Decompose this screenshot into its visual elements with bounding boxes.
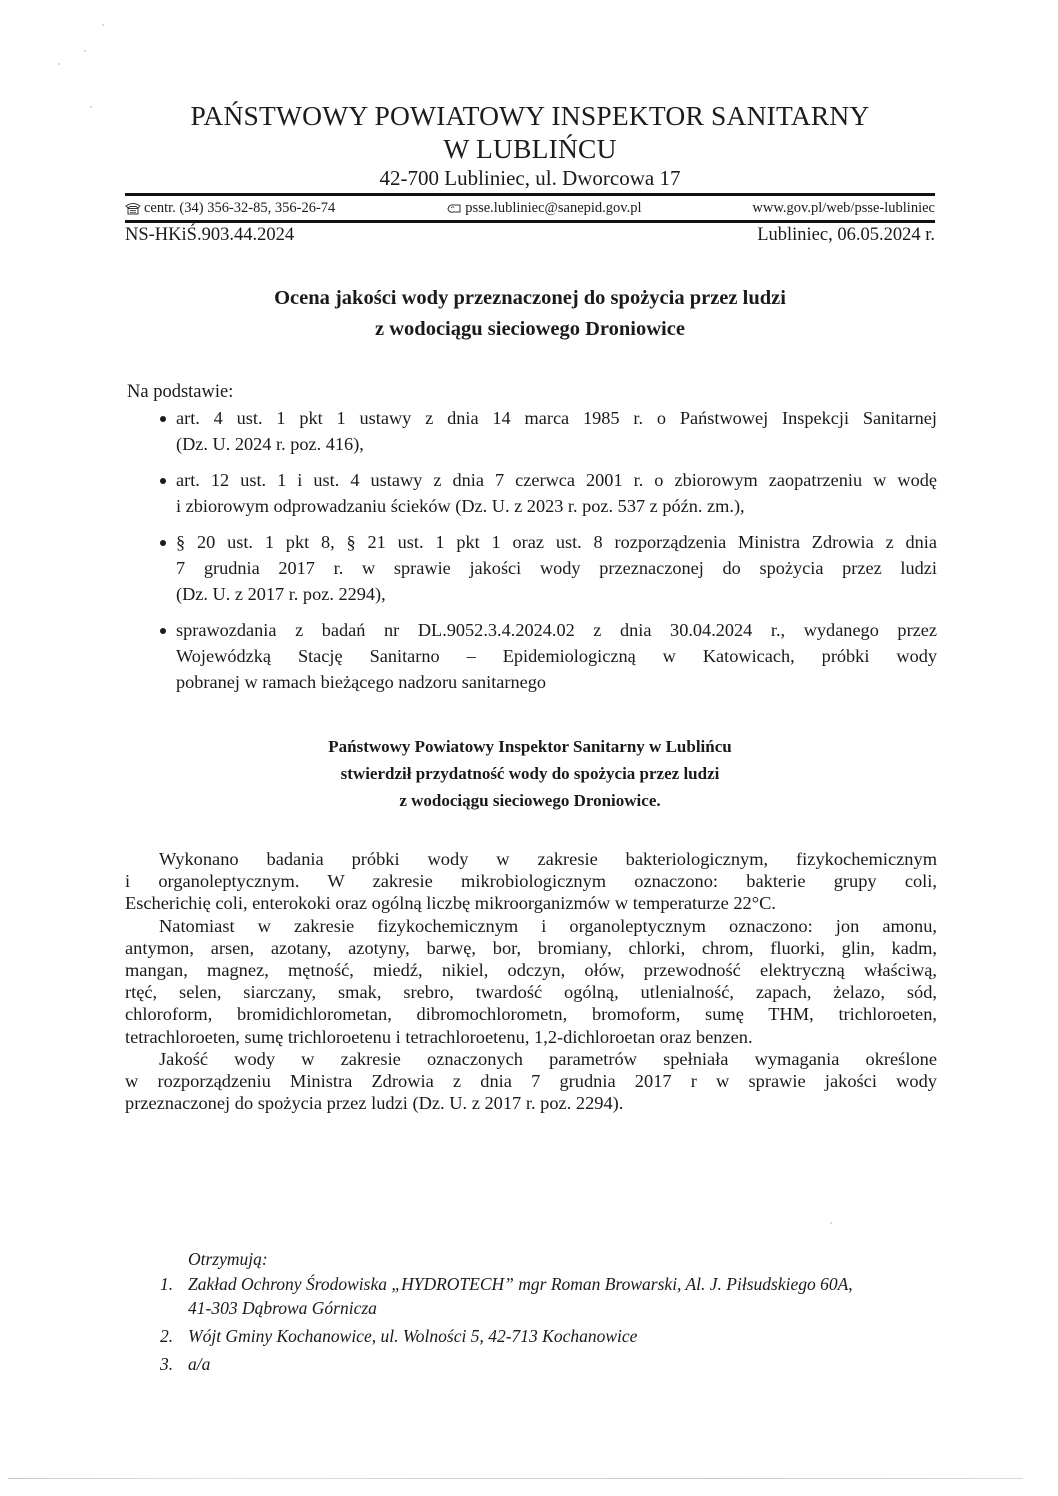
recipient-line: Wójt Gminy Kochanowice, ul. Wolności 5, 42-713 Kochanowice bbox=[188, 1326, 638, 1346]
basis-line: (Dz. U. 2024 r. poz. 416), bbox=[176, 434, 364, 454]
recipient-line: 41-303 Dąbrowa Górnicza bbox=[188, 1298, 377, 1318]
letterhead-address: 42-700 Lubliniec, ul. Dworcowa 17 bbox=[379, 166, 681, 190]
document-title: Ocena jakości wody przeznaczonej do spożycia przez ludzi bbox=[274, 287, 786, 309]
email-icon bbox=[446, 202, 462, 215]
paragraph-line: Natomiast w zakresie fizykochemicznym i organoleptycznym oznaczono: jon amonu, bbox=[159, 915, 937, 936]
paragraph-line: tetrachloroeten, sumę trichloroetenu i tetrachloroetenu, 1,2-dichloroetan oraz benzen. bbox=[125, 1026, 753, 1047]
basis-item bbox=[127, 529, 937, 607]
legal-basis-list bbox=[127, 405, 937, 705]
email-link[interactable]: psse.lubliniec@sanepid.gov.pl bbox=[465, 200, 642, 216]
paragraph-line: Jakość wody w zakresie oznaczonych parametrów spełniała wymagania określone bbox=[159, 1048, 937, 1069]
paragraph-line: Escherichię coli, enterokoki oraz ogólną liczbę mikroorganizmów w temperaturze 22°C. bbox=[125, 893, 776, 914]
paragraph-line: Wykonano badania próbki wody w zakresie bakteriologicznym, fizykochemicznym bbox=[159, 849, 937, 869]
bullet-icon bbox=[160, 416, 166, 422]
reference-number: NS-HKiŚ.903.44.2024 bbox=[125, 225, 295, 245]
scan-speck bbox=[102, 24, 104, 26]
basis-item bbox=[127, 467, 937, 519]
bullet-icon bbox=[160, 628, 166, 634]
statement-line: stwierdził przydatność wody do spożycia przez ludzi bbox=[340, 764, 720, 783]
bullet-icon bbox=[160, 540, 166, 546]
statement-line: z wodociągu sieciowego Droniowice. bbox=[399, 791, 661, 810]
basis-line: pobranej w ramach bieżącego nadzoru sanitarnego bbox=[176, 672, 547, 692]
reference-row bbox=[125, 224, 935, 246]
recipient-item bbox=[160, 1272, 940, 1320]
recipient-number: 1. bbox=[160, 1274, 174, 1294]
phone-number: centr. (34) 356-32-85, 356-26-74 bbox=[144, 200, 336, 216]
basis-line: (Dz. U. z 2017 r. poz. 2294), bbox=[176, 584, 386, 604]
recipient-item bbox=[160, 1352, 940, 1376]
recipient-line: a/a bbox=[188, 1354, 211, 1374]
scan-speck bbox=[58, 63, 60, 65]
place-date: Lubliniec, 06.05.2024 r. bbox=[757, 225, 935, 245]
recipient-number: 2. bbox=[160, 1326, 174, 1346]
basis-line: § 20 ust. 1 pkt 8, § 21 ust. 1 pkt 1 oraz ust. 8 rozporządzenia Ministra Zdrowia z dnia bbox=[176, 532, 937, 552]
header-rule-top bbox=[125, 193, 935, 196]
header-rule-bottom bbox=[125, 220, 935, 223]
bullet-icon bbox=[160, 478, 166, 484]
basis-line: sprawozdania z badań nr DL.9052.3.4.2024.02 z dnia 30.04.2024 r., wydanego przez bbox=[176, 620, 937, 640]
paragraph-line: rtęć, selen, siarczany, smak, srebro, twardość ogólną, utlenialność, zapach, żelazo, sód, bbox=[125, 982, 937, 1003]
recipients-list bbox=[160, 1272, 940, 1380]
basis-line: 7 grudnia 2017 r. w sprawie jakości wody przeznaczonej do spożycia przez ludzi bbox=[176, 558, 937, 578]
paragraph-line: chloroform, bromidichlorometan, dibromochlorometn, bromoform, sumę THM, trichloroeten, bbox=[125, 1004, 937, 1025]
recipient-number: 3. bbox=[160, 1354, 174, 1374]
email-contact bbox=[446, 198, 641, 218]
scan-speck bbox=[84, 50, 86, 52]
basis-line: i zbiorowym odprowadzaniu ścieków (Dz. U. z 2023 r. poz. 537 z późn. zm.), bbox=[176, 496, 745, 516]
recipient-item bbox=[160, 1324, 940, 1348]
letterhead-subtitle: W LUBLIŃCU bbox=[443, 133, 617, 164]
letterhead-title: PAŃSTWOWY POWIATOWY INSPEKTOR SANITARNY bbox=[190, 100, 870, 131]
basis-line: art. 4 ust. 1 pkt 1 ustawy z dnia 14 marca 1985 r. o Państwowej Inspekcji Sanitarnej bbox=[176, 408, 937, 428]
phone-icon bbox=[125, 202, 141, 215]
scan-speck bbox=[830, 1222, 832, 1224]
scan-edge-line bbox=[8, 1478, 1023, 1479]
scan-speck bbox=[90, 106, 92, 108]
paragraph-line: przeznaczonej do spożycia przez ludzi (Dz. U. z 2017 r. poz. 2294). bbox=[125, 1093, 624, 1114]
paragraph-line: i organoleptycznym. W zakresie mikrobiologicznym oznaczono: bakterie grupy coli, bbox=[125, 871, 937, 892]
recipient-line: Zakład Ochrony Środowiska „HYDROTECH” mgr Roman Browarski, Al. J. Piłsudskiego 60A, bbox=[188, 1274, 853, 1294]
basis-intro: Na podstawie: bbox=[127, 382, 234, 402]
statement-heading: Państwowy Powiatowy Inspektor Sanitarny w Lublińcu bbox=[328, 737, 732, 756]
basis-item bbox=[127, 405, 937, 457]
document-title-line2: z wodociągu sieciowego Droniowice bbox=[375, 318, 685, 340]
paragraph-line: antymon, arsen, azotany, azotyny, barwę, bor, bromiany, chlorki, chrom, fluorki, glin, kadm, bbox=[125, 937, 937, 958]
basis-item bbox=[127, 617, 937, 695]
website-link[interactable]: www.gov.pl/web/psse-lubliniec bbox=[752, 200, 935, 216]
basis-line: art. 12 ust. 1 i ust. 4 ustawy z dnia 7 czerwca 2001 r. o zbiorowym zaopatrzeniu w wodę bbox=[176, 470, 937, 490]
phone-contact bbox=[125, 198, 335, 218]
paragraph-line: mangan, magnez, mętność, miedź, nikiel, odczyn, ołów, przewodność elektryczną właściwą, bbox=[125, 960, 937, 981]
paragraph-line: w rozporządzeniu Ministra Zdrowia z dnia 7 grudnia 2017 r w sprawie jakości wody bbox=[125, 1071, 937, 1092]
contact-row bbox=[125, 198, 935, 218]
basis-line: Wojewódzką Stację Sanitarno – Epidemiologiczną w Katowicach, próbki wody bbox=[176, 646, 937, 666]
findings-body bbox=[125, 848, 937, 1114]
recipients-heading: Otrzymują: bbox=[188, 1249, 268, 1269]
